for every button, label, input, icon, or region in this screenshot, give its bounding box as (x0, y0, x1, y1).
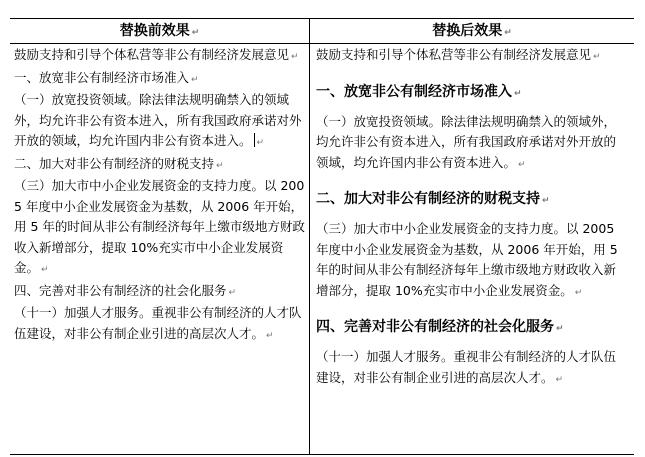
after-title: 鼓励支持和引导个体私营等非公有制经济发展意见 ↵ (316, 47, 601, 62)
before-title: 鼓励支持和引导个体私营等非公有制经济发展意见 ↵ (14, 47, 299, 62)
after-paragraph-2: （三）加大市中小企业发展资金的支持力度。以 2005 年度中小企业发展资金为基数，从 2006 年开始，用 5 年的时间从非公有制经济每年上缴市级地方财政收入新增部分，提取 10%充实市中小企业发展资金。 ↵ (316, 221, 618, 298)
after-column[interactable] (316, 45, 628, 390)
before-heading-3: 四、完善对非公有制经济的社会化服务 ↵ (14, 282, 237, 298)
comparison-table (10, 18, 634, 455)
header-after (310, 21, 634, 41)
header-before (10, 21, 309, 41)
column-divider (309, 18, 310, 455)
text-cursor (254, 133, 255, 147)
paragraph-mark: ↵ (504, 28, 512, 38)
after-heading-1: 一、放宽非公有制经济市场准入 ↵ (316, 83, 522, 100)
after-paragraph-3: （十一）加强人才服务。重视非公有制经济的人才队伍建设，对非公有制企业引进的高层次人才。 ↵ (316, 349, 617, 385)
after-heading-3: 四、完善对非公有制经济的社会化服务 ↵ (316, 319, 564, 335)
before-heading-2: 二、加大对非公有制经济的财税支持 ↵ (14, 155, 224, 171)
paragraph-mark: ↵ (191, 28, 200, 38)
header-after-label: 替换后效果 (432, 23, 503, 39)
before-column[interactable] (14, 45, 306, 346)
after-heading-2: 二、加大对非公有制经济的财税支持 ↵ (316, 191, 550, 207)
header-divider (10, 43, 634, 44)
header-before-label: 替换前效果 (119, 23, 190, 39)
before-paragraph-2: （三）加大市中小企业发展资金的支持力度。以 2005 年度中小企业发展资金为基数，从 2006 年开始，用 5 年的时间从非公有制经济每年上缴市级地方财政收入新增部分，提取 10%充实市中小企业发展资金。 ↵ (14, 178, 305, 275)
before-paragraph-1: （一）放宽投资领域。除法律法规明确禁入的领域外，均允许非公有资本进入，所有我国政府承诺对外开放的领域，均允许国内非公有资本进入。 ↵ (14, 92, 302, 148)
before-heading-1: 一、放宽非公有制经济市场准入 ↵ (14, 69, 199, 85)
before-paragraph-3: （十一）加强人才服务。重视非公有制经济的人才队伍建设，对非公有制企业引进的高层次人才。 ↵ (14, 305, 302, 341)
after-paragraph-1: （一）放宽投资领域。除法律法规明确禁入的领域外，均允许非公有资本进入，所有我国政府承诺对外开放的领域，均允许国内非公有资本进入。 ↵ (316, 113, 617, 170)
